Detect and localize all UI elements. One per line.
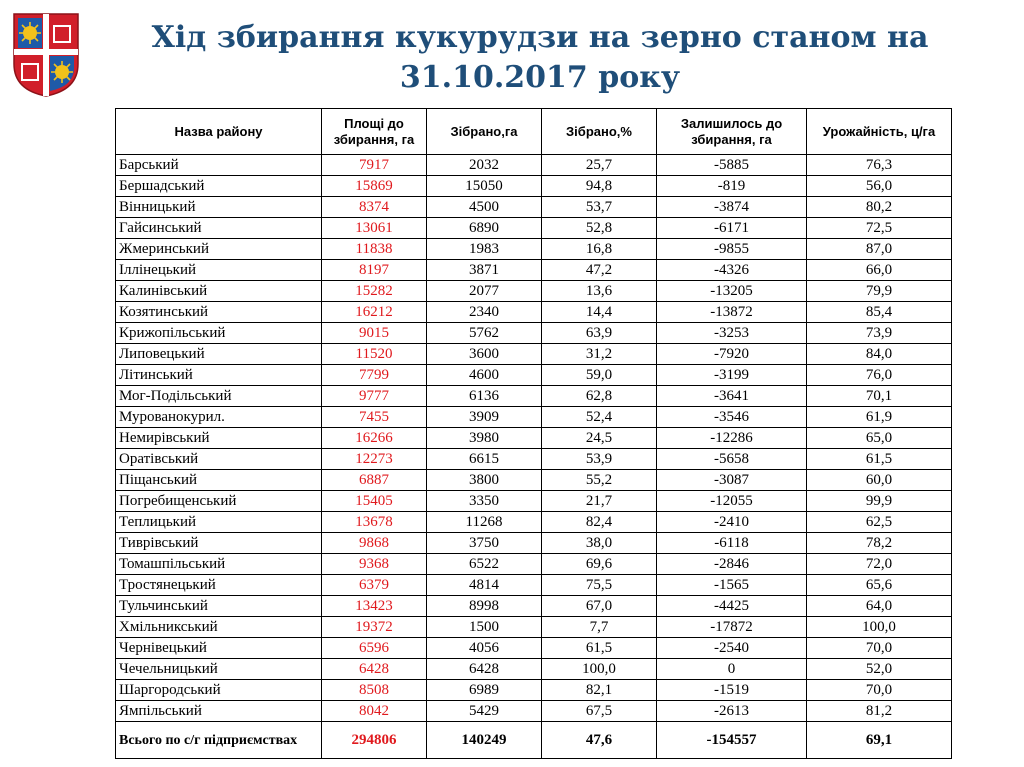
area-to-harvest-cell: 9368 (322, 554, 427, 575)
table-row (116, 470, 952, 491)
yield-cell: 56,0 (807, 176, 952, 197)
harvested-pct-cell: 67,0 (542, 596, 657, 617)
area-to-harvest-cell: 8374 (322, 197, 427, 218)
remaining-ha-cell: -9855 (657, 239, 807, 260)
harvested-ha-cell: 3350 (427, 491, 542, 512)
remaining-ha-cell: -2846 (657, 554, 807, 575)
district-name-cell: Ямпільський (116, 701, 322, 722)
remaining-ha-cell: -1519 (657, 680, 807, 701)
yield-cell: 73,9 (807, 323, 952, 344)
harvested-pct-cell: 61,5 (542, 638, 657, 659)
remaining-ha-cell: -5885 (657, 155, 807, 176)
harvested-ha-cell: 4500 (427, 197, 542, 218)
table-row (116, 659, 952, 680)
harvested-ha-cell: 2077 (427, 281, 542, 302)
harvested-pct-cell: 63,9 (542, 323, 657, 344)
harvested-ha-cell: 5429 (427, 701, 542, 722)
harvested-ha-cell: 3871 (427, 260, 542, 281)
table-row (116, 302, 952, 323)
remaining-ha-cell: -6118 (657, 533, 807, 554)
table-row (116, 680, 952, 701)
harvested-pct-cell: 59,0 (542, 365, 657, 386)
harvested-ha-cell: 2340 (427, 302, 542, 323)
area-to-harvest-cell: 6596 (322, 638, 427, 659)
remaining-ha-cell: -6171 (657, 218, 807, 239)
area-to-harvest-cell: 16212 (322, 302, 427, 323)
remaining-ha-cell: -3253 (657, 323, 807, 344)
harvested-ha-cell: 2032 (427, 155, 542, 176)
yield-cell: 64,0 (807, 596, 952, 617)
remaining-ha-cell: -12055 (657, 491, 807, 512)
remaining-ha-cell: -13205 (657, 281, 807, 302)
harvested-pct-cell: 82,1 (542, 680, 657, 701)
remaining-ha-cell: -4326 (657, 260, 807, 281)
col-header-harvested-ha: Зібрано,га (427, 109, 542, 155)
yield-cell: 99,9 (807, 491, 952, 512)
harvested-pct-cell: 82,4 (542, 512, 657, 533)
remaining-ha-cell: -3087 (657, 470, 807, 491)
district-name-cell: Козятинський (116, 302, 322, 323)
yield-cell: 84,0 (807, 344, 952, 365)
yield-cell: 66,0 (807, 260, 952, 281)
harvested-ha-cell: 15050 (427, 176, 542, 197)
harvested-ha-cell: 11268 (427, 512, 542, 533)
district-name-cell: Погребищенський (116, 491, 322, 512)
area-to-harvest-cell: 8508 (322, 680, 427, 701)
area-to-harvest-cell: 8197 (322, 260, 427, 281)
harvested-ha-cell: 1983 (427, 239, 542, 260)
harvested-pct-cell: 47,2 (542, 260, 657, 281)
area-to-harvest-cell: 9868 (322, 533, 427, 554)
district-name-cell: Немирівський (116, 428, 322, 449)
total-district-name-cell: Всього по с/г підприємствах (116, 722, 322, 759)
table-row (116, 365, 952, 386)
district-name-cell: Томашпільський (116, 554, 322, 575)
table-row (116, 218, 952, 239)
table-row (116, 281, 952, 302)
col-header-harvested-pct: Зібрано,% (542, 109, 657, 155)
harvested-ha-cell: 6136 (427, 386, 542, 407)
area-to-harvest-cell: 8042 (322, 701, 427, 722)
district-name-cell: Вінницький (116, 197, 322, 218)
coat-of-arms-icon (12, 12, 80, 98)
harvested-ha-cell: 3800 (427, 470, 542, 491)
harvested-ha-cell: 6890 (427, 218, 542, 239)
area-to-harvest-cell: 11838 (322, 239, 427, 260)
yield-cell: 72,5 (807, 218, 952, 239)
district-name-cell: Крижопільський (116, 323, 322, 344)
remaining-ha-cell: -819 (657, 176, 807, 197)
harvested-ha-cell: 6615 (427, 449, 542, 470)
area-to-harvest-cell: 15282 (322, 281, 427, 302)
table-row (116, 407, 952, 428)
table-row (116, 197, 952, 218)
remaining-ha-cell: -4425 (657, 596, 807, 617)
table-row (116, 491, 952, 512)
table-row (116, 554, 952, 575)
col-header-remaining: Залишилось до збирання, га (657, 109, 807, 155)
remaining-ha-cell: -13872 (657, 302, 807, 323)
yield-cell: 60,0 (807, 470, 952, 491)
harvested-pct-cell: 100,0 (542, 659, 657, 680)
harvested-pct-cell: 52,4 (542, 407, 657, 428)
area-to-harvest-cell: 6887 (322, 470, 427, 491)
title-line-1: Хід збирання кукурудзи на зерно станом на (151, 20, 929, 55)
harvested-pct-cell: 24,5 (542, 428, 657, 449)
total-harvested-ha-cell: 140249 (427, 722, 542, 759)
remaining-ha-cell: -7920 (657, 344, 807, 365)
district-name-cell: Гайсинський (116, 218, 322, 239)
district-name-cell: Тиврівський (116, 533, 322, 554)
harvested-ha-cell: 5762 (427, 323, 542, 344)
table-row (116, 344, 952, 365)
yield-cell: 65,0 (807, 428, 952, 449)
table-row (116, 512, 952, 533)
yield-cell: 61,5 (807, 449, 952, 470)
harvested-ha-cell: 4056 (427, 638, 542, 659)
area-to-harvest-cell: 13061 (322, 218, 427, 239)
harvested-pct-cell: 67,5 (542, 701, 657, 722)
table-row (116, 575, 952, 596)
harvested-pct-cell: 14,4 (542, 302, 657, 323)
harvested-pct-cell: 7,7 (542, 617, 657, 638)
area-to-harvest-cell: 7455 (322, 407, 427, 428)
district-name-cell: Мурованокурил. (116, 407, 322, 428)
harvested-pct-cell: 53,7 (542, 197, 657, 218)
harvested-pct-cell: 94,8 (542, 176, 657, 197)
area-to-harvest-cell: 6428 (322, 659, 427, 680)
district-name-cell: Шаргородський (116, 680, 322, 701)
harvested-pct-cell: 52,8 (542, 218, 657, 239)
table-row (116, 533, 952, 554)
district-name-cell: Хмільникський (116, 617, 322, 638)
area-to-harvest-cell: 11520 (322, 344, 427, 365)
district-name-cell: Тульчинський (116, 596, 322, 617)
remaining-ha-cell: -2540 (657, 638, 807, 659)
area-to-harvest-cell: 13678 (322, 512, 427, 533)
district-name-cell: Чернівецький (116, 638, 322, 659)
remaining-ha-cell: -3874 (657, 197, 807, 218)
district-name-cell: Мог-Подільський (116, 386, 322, 407)
harvested-ha-cell: 3600 (427, 344, 542, 365)
table-row (116, 155, 952, 176)
yield-cell: 62,5 (807, 512, 952, 533)
yield-cell: 100,0 (807, 617, 952, 638)
harvested-pct-cell: 62,8 (542, 386, 657, 407)
harvested-pct-cell: 13,6 (542, 281, 657, 302)
yield-cell: 72,0 (807, 554, 952, 575)
total-area-to-harvest-cell: 294806 (322, 722, 427, 759)
district-name-cell: Жмеринський (116, 239, 322, 260)
table-row (116, 260, 952, 281)
area-to-harvest-cell: 15869 (322, 176, 427, 197)
harvested-pct-cell: 69,6 (542, 554, 657, 575)
district-name-cell: Тростянецький (116, 575, 322, 596)
harvested-pct-cell: 31,2 (542, 344, 657, 365)
harvested-ha-cell: 4600 (427, 365, 542, 386)
harvested-pct-cell: 75,5 (542, 575, 657, 596)
yield-cell: 70,1 (807, 386, 952, 407)
harvested-ha-cell: 3750 (427, 533, 542, 554)
yield-cell: 87,0 (807, 239, 952, 260)
table-row (116, 323, 952, 344)
total-remaining-ha-cell: -154557 (657, 722, 807, 759)
remaining-ha-cell: -2613 (657, 701, 807, 722)
table-row (116, 638, 952, 659)
col-header-district: Назва району (116, 109, 322, 155)
district-name-cell: Калинівський (116, 281, 322, 302)
harvested-pct-cell: 38,0 (542, 533, 657, 554)
harvested-pct-cell: 25,7 (542, 155, 657, 176)
harvested-ha-cell: 6989 (427, 680, 542, 701)
total-yield-cell: 69,1 (807, 722, 952, 759)
yield-cell: 76,3 (807, 155, 952, 176)
harvested-ha-cell: 3980 (427, 428, 542, 449)
district-name-cell: Літинський (116, 365, 322, 386)
remaining-ha-cell: -2410 (657, 512, 807, 533)
area-to-harvest-cell: 9777 (322, 386, 427, 407)
district-name-cell: Піщанський (116, 470, 322, 491)
remaining-ha-cell: -12286 (657, 428, 807, 449)
yield-cell: 76,0 (807, 365, 952, 386)
area-to-harvest-cell: 12273 (322, 449, 427, 470)
table-row (116, 701, 952, 722)
harvested-ha-cell: 1500 (427, 617, 542, 638)
district-name-cell: Чечельницький (116, 659, 322, 680)
harvested-ha-cell: 6522 (427, 554, 542, 575)
area-to-harvest-cell: 13423 (322, 596, 427, 617)
district-name-cell: Бершадський (116, 176, 322, 197)
area-to-harvest-cell: 16266 (322, 428, 427, 449)
area-to-harvest-cell: 9015 (322, 323, 427, 344)
district-name-cell: Липовецький (116, 344, 322, 365)
title-line-2: 31.10.2017 року (399, 60, 681, 95)
harvested-pct-cell: 21,7 (542, 491, 657, 512)
yield-cell: 70,0 (807, 680, 952, 701)
yield-cell: 70,0 (807, 638, 952, 659)
harvested-ha-cell: 4814 (427, 575, 542, 596)
area-to-harvest-cell: 6379 (322, 575, 427, 596)
yield-cell: 78,2 (807, 533, 952, 554)
area-to-harvest-cell: 7917 (322, 155, 427, 176)
remaining-ha-cell: -5658 (657, 449, 807, 470)
remaining-ha-cell: -1565 (657, 575, 807, 596)
remaining-ha-cell: 0 (657, 659, 807, 680)
total-row (116, 722, 952, 759)
yield-cell: 81,2 (807, 701, 952, 722)
remaining-ha-cell: -3199 (657, 365, 807, 386)
table-row (116, 386, 952, 407)
district-name-cell: Теплицький (116, 512, 322, 533)
table-row (116, 449, 952, 470)
remaining-ha-cell: -3546 (657, 407, 807, 428)
harvested-pct-cell: 16,8 (542, 239, 657, 260)
table-row (116, 428, 952, 449)
table-row (116, 617, 952, 638)
district-name-cell: Барський (116, 155, 322, 176)
yield-cell: 52,0 (807, 659, 952, 680)
harvested-ha-cell: 3909 (427, 407, 542, 428)
page-title (100, 18, 980, 98)
col-header-area: Площі до збирання, га (322, 109, 427, 155)
yield-cell: 65,6 (807, 575, 952, 596)
yield-cell: 79,9 (807, 281, 952, 302)
col-header-yield: Урожайність, ц/га (807, 109, 952, 155)
harvested-pct-cell: 53,9 (542, 449, 657, 470)
yield-cell: 85,4 (807, 302, 952, 323)
harvested-ha-cell: 6428 (427, 659, 542, 680)
area-to-harvest-cell: 7799 (322, 365, 427, 386)
total-harvested-pct-cell: 47,6 (542, 722, 657, 759)
yield-cell: 80,2 (807, 197, 952, 218)
table-row (116, 239, 952, 260)
table-header-row (116, 109, 952, 155)
harvested-pct-cell: 55,2 (542, 470, 657, 491)
district-name-cell: Оратівський (116, 449, 322, 470)
remaining-ha-cell: -3641 (657, 386, 807, 407)
harvest-table (115, 108, 952, 759)
table-row (116, 176, 952, 197)
area-to-harvest-cell: 15405 (322, 491, 427, 512)
district-name-cell: Іллінецький (116, 260, 322, 281)
harvested-ha-cell: 8998 (427, 596, 542, 617)
remaining-ha-cell: -17872 (657, 617, 807, 638)
area-to-harvest-cell: 19372 (322, 617, 427, 638)
table-row (116, 596, 952, 617)
yield-cell: 61,9 (807, 407, 952, 428)
